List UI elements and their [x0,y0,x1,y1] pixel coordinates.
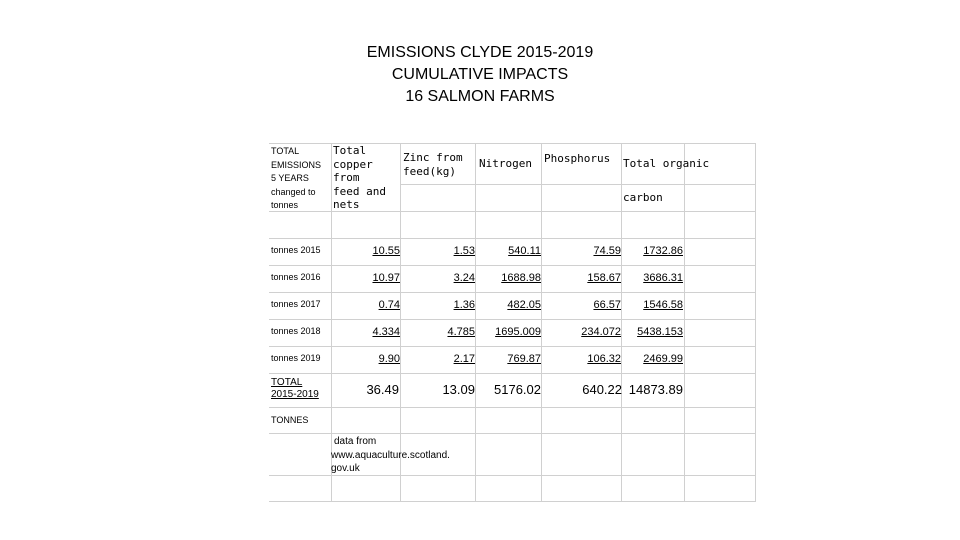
copper-2019: 9.90 [378,353,400,365]
total-nitrogen: 5176.02 [494,382,541,397]
phosphorus-2017: 66.57 [593,299,621,311]
corner-label: TOTAL EMISSIONS 5 YEARS changed to tonnes [271,146,322,210]
total-label: TOTAL 2015-2019 [271,377,319,400]
header-phosphorus: Phosphorus [544,152,611,165]
grid-line [621,143,622,502]
total-phosphorus: 640.22 [582,382,622,397]
grid-line [541,143,542,502]
grid-line [269,265,756,266]
nitrogen-2017: 482.05 [507,299,541,311]
grid-line [269,407,756,408]
phosphorus-2016: 158.67 [587,272,621,284]
zinc-2015: 1.53 [453,245,475,257]
title-line-1: EMISSIONS CLYDE 2015-2019 [366,44,594,61]
row-label-2015: tonnes 2015 [271,245,321,255]
nitrogen-2015: 540.11 [508,245,541,257]
phosphorus-2015: 74.59 [593,245,621,257]
copper-2017: 0.74 [378,299,400,311]
row-label-2019: tonnes 2019 [271,353,321,363]
header-carbon-line-2: carbon [623,191,663,204]
zinc-2016: 3.24 [453,272,475,284]
row-label-2016: tonnes 2016 [271,272,321,282]
carbon-2015: 1732.86 [643,245,683,257]
grid-line [400,184,756,185]
grid-line [269,292,756,293]
phosphorus-2019: 106.32 [587,353,621,365]
grid-line [269,319,756,320]
carbon-2018: 5438.153 [637,326,683,338]
total-carbon: 14873.89 [628,382,683,397]
copper-2015: 10.55 [372,245,400,257]
nitrogen-2019: 769.87 [507,353,541,365]
total-copper: 36.49 [366,382,399,397]
grid-line [269,238,756,239]
title-line-2: CUMULATIVE IMPACTS [391,66,569,83]
units-label: TONNES [271,415,309,425]
row-label-2018: tonnes 2018 [271,326,321,336]
carbon-2016: 3686.31 [643,272,683,284]
grid-line [269,373,756,374]
header-copper: Total copper from feed and nets [333,144,386,211]
nitrogen-2018: 1695.009 [495,326,541,338]
grid-line [755,143,756,502]
header-zinc: Zinc from feed(kg) [403,151,463,178]
total-zinc: 13.09 [442,382,475,397]
grid-line [269,501,756,502]
grid-line [684,143,685,502]
header-carbon-line-1: Total organic [623,157,710,170]
emissions-table [269,143,756,502]
copper-2018: 4.334 [372,326,400,338]
nitrogen-2016: 1688.98 [501,272,541,284]
carbon-2017: 1546.58 [643,299,683,311]
copper-2016: 10.97 [372,272,400,284]
source-note: data from www.aquaculture.scotland. gov.uk [331,436,450,474]
grid-line [475,143,476,502]
phosphorus-2018: 234.072 [581,326,621,338]
row-label-2017: tonnes 2017 [271,299,321,309]
grid-line [269,346,756,347]
carbon-2019: 2469.99 [643,353,683,365]
header-nitrogen: Nitrogen [479,157,532,170]
zinc-2017: 1.36 [453,299,475,311]
document-title [0,42,960,108]
zinc-2019: 2.17 [453,353,475,365]
grid-line [269,433,756,434]
title-line-3: 16 SALMON FARMS [405,88,555,105]
zinc-2018: 4.785 [447,326,475,338]
